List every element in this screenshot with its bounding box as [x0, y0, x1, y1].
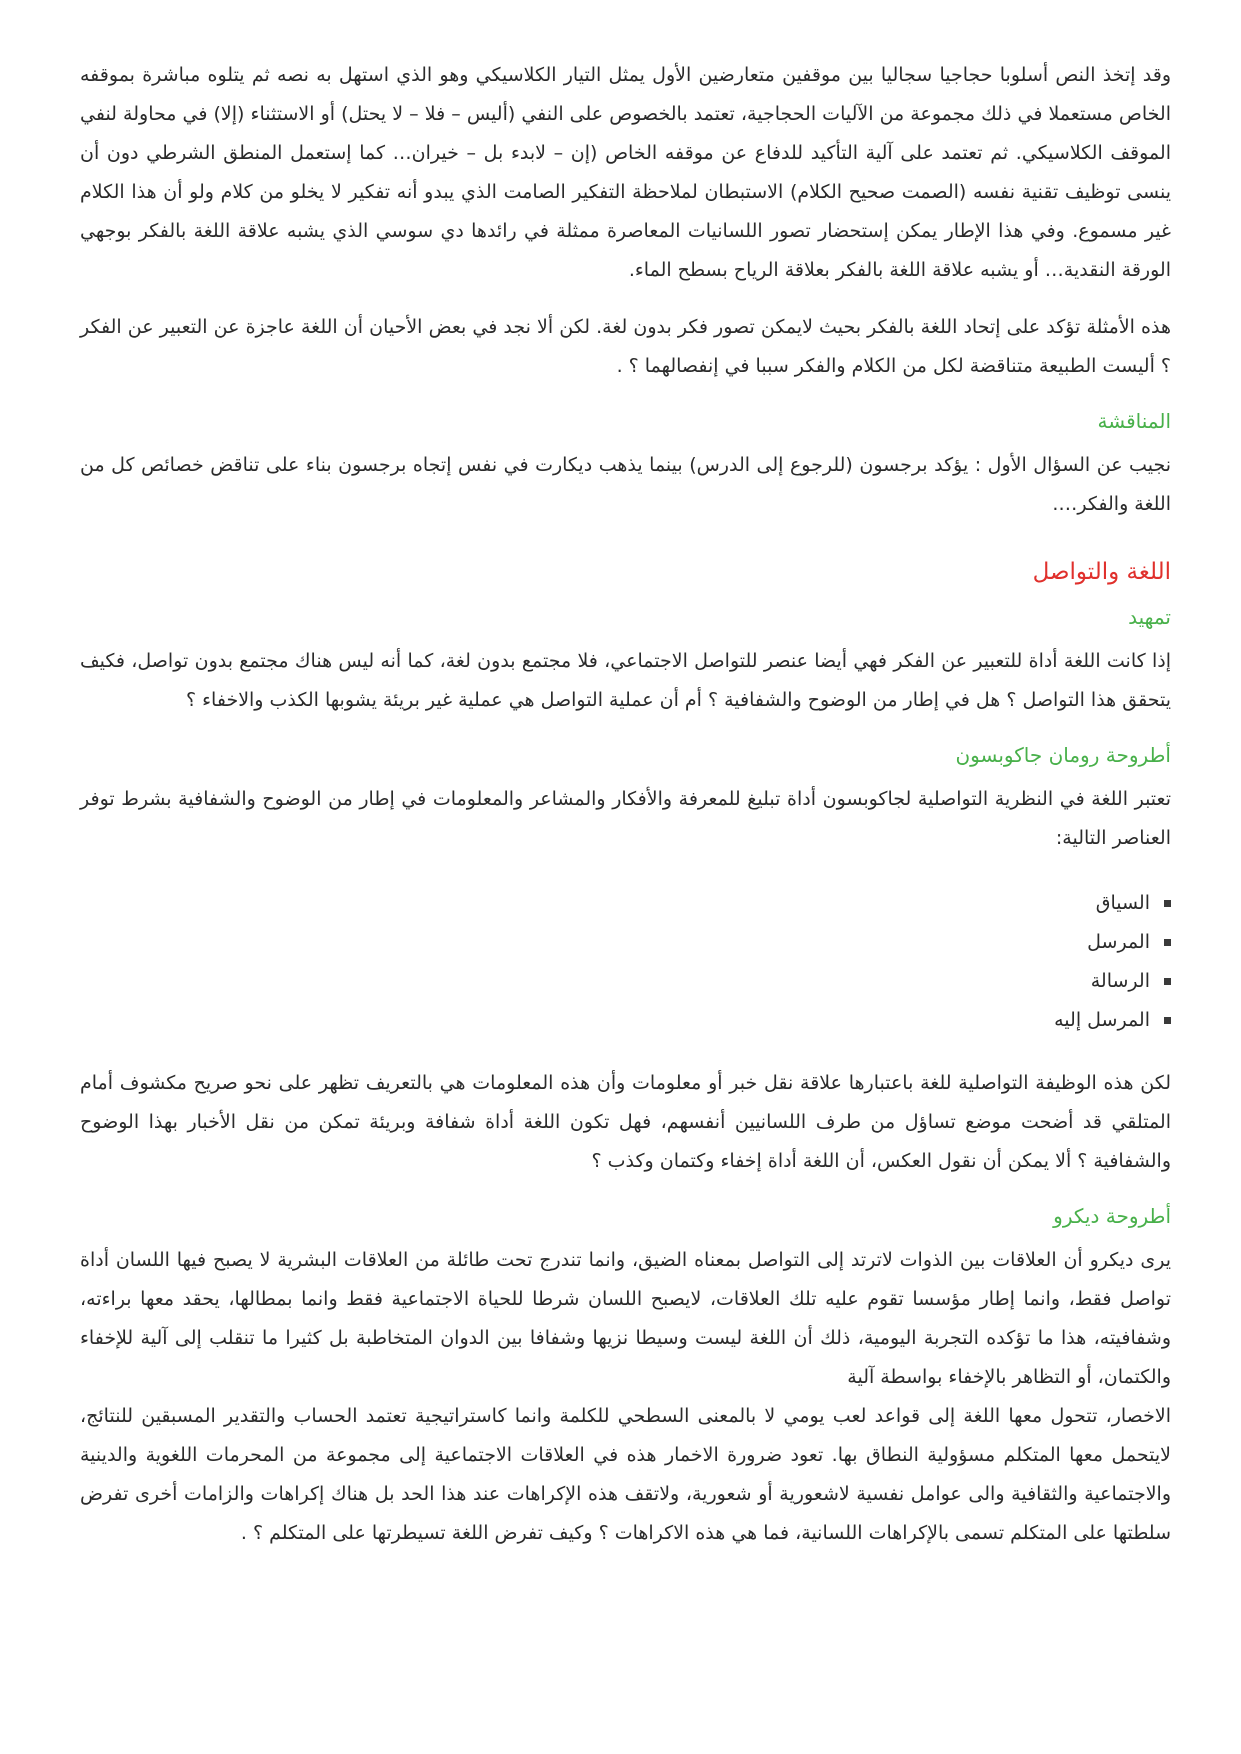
- list-item: الرسالة: [80, 962, 1171, 1001]
- ducrot-heading: أطروحة ديكرو: [1053, 1204, 1171, 1228]
- ducrot-paragraph-2: الاخصار، تتحول معها اللغة إلى قواعد لعب يومي لا بالمعنى السطحي للكلمة وانما كاستراتيجية تعتمد الحساب والتقدير المسبقين للنتائج، لايتحمل معها المتكلم مسؤولية النطاق بها. تعود ضرورة الاخمار هذه في العلاقات الاجتماعية إلى مجموعة من المحرمات اللغوية والدينية والاجتماعية والثقافية والى عوامل نفسية لاشعورية أو شعورية، ولاتقف هذه الإكراهات عند هذا الحد بل هناك إكراهات والزامات أخرى تفرض سلطتها على المتكلم تسمى بالإكراهات اللسانية، فما هي هذه الاكراهات ؟ وكيف تفرض اللغة تسيطرتها على المتكلم ؟ .: [80, 1405, 1171, 1544]
- intro-paragraph-1: وقد إتخذ النص أسلوبا حجاجيا سجاليا بين موقفين متعارضين الأول يمثل التيار الكلاسيكي وهو الذي استهل به نصه ثم يتلوه مباشرة بموقفه الخاص مستعملا في ذلك مجموعة من الآليات الحجاجية، تعتمد بالخصوص على النفي (أليس – فلا – لا يحتل) أو الاستثناء (إلا) في محاولة لنفي الموقف الكلاسيكي. ثم تعتمد على آلية التأكيد للدفاع عن موقفه الخاص (إن – لابدء بل – خيران… كما إستعمل المنطق الشرطي دون أن ينسى توظيف تقنية نفسه (الصمت صحيح الكلام) الاستبطان لملاحظة التفكير الصامت الذي يبدو أنه تفكير لا يخلو من كلام ولو أن هذا الكلام غير مسموع. وفي هذا الإطار يمكن إستحضار تصور اللسانيات المعاصرة ممثلة في رائدها دي سوسي الذي يشبه علاقة اللغة بالفكر بوجهي الورقة النقدية… أو يشبه علاقة اللغة بالفكر بعلاقة الرياح بسطح الماء.: [80, 64, 1171, 281]
- bullet-icon: [1164, 900, 1171, 907]
- bullet-icon: [1164, 1017, 1171, 1024]
- list-item: السياق: [80, 884, 1171, 923]
- communication-elements-list: [80, 884, 1171, 1040]
- list-item: المرسل إليه: [80, 1001, 1171, 1040]
- jakobson-paragraph: تعتبر اللغة في النظرية التواصلية لجاكوبسون أداة تبليغ للمعرفة والأفكار والمشاعر والمعلومات في إطار من الوضوح والشفافية بشرط توفر العناصر التالية:: [80, 788, 1171, 849]
- bullet-icon: [1164, 939, 1171, 946]
- bullet-icon: [1164, 978, 1171, 985]
- section-title: اللغة والتواصل: [1032, 559, 1171, 585]
- intro-section-paragraph: إذا كانت اللغة أداة للتعبير عن الفكر فهي أيضا عنصر للتواصل الاجتماعي، فلا مجتمع بدون لغة، كما أنه ليس هناك مجتمع بدون تواصل، فكيف يتحقق هذا التواصل ؟ هل في إطار من الوضوح والشفافية ؟ أم أن عملية التواصل هي عملية غير بريئة يشوبها الكذب والاخفاء ؟: [80, 650, 1171, 711]
- ducrot-paragraph-1: يرى ديكرو أن العلاقات بين الذوات لاترتد إلى التواصل بمعناه الضيق، وانما تندرج تحت طائلة من العلاقات البشرية لا يصبح فيها اللسان أداة تواصل فقط، وانما إطار مؤسسا تقوم عليه تلك العلاقات، لايصبح اللسان شرطا للحياة الاجتماعية فقط وانما بمطالها، يحقد معها براءته، وشفافيته، هذا ما تؤكده التجربة اليومية، ذلك أن اللغة ليست وسيطا نزيها وشفافا بين الدوان المتخاطبة بل كثيرا ما تنقلب إلى آلية للإخفاء والكتمان، أو التظاهر بالإخفاء بواسطة آلية: [80, 1249, 1171, 1388]
- list-item: المرسل: [80, 923, 1171, 962]
- intro-paragraph-2: هذه الأمثلة تؤكد على إتحاد اللغة بالفكر بحيث لايمكن تصور فكر بدون لغة. لكن ألا نجد في بعض الأحيان أن اللغة عاجزة عن التعبير عن الفكر ؟ أليست الطبيعة متناقضة لكل من الكلام والفكر سببا في إنفصالهما ؟ .: [80, 316, 1171, 377]
- jakobson-heading: أطروحة رومان جاكوبسون: [955, 743, 1171, 767]
- jakobson-critique-paragraph: لكن هذه الوظيفة التواصلية للغة باعتبارها علاقة نقل خبر أو معلومات وأن هذه المعلومات هي بالتعريف تظهر على نحو صريح مكشوف أمام المتلقي قد أضحت موضع تساؤل من طرف اللسانيين أنفسهم، فهل تكون اللغة أداة شفافة وبريئة تمكن من نقل الأخبار بهذا الوضوح والشفافية ؟ ألا يمكن أن نقول العكس، أن اللغة أداة إخفاء وكتمان وكذب ؟: [80, 1072, 1171, 1172]
- discussion-heading: المناقشة: [1097, 409, 1171, 433]
- discussion-paragraph: نجيب عن السؤال الأول : يؤكد برجسون (للرجوع إلى الدرس) بينما يذهب ديكارت في نفس إتجاه برجسون بناء على تناقض خصائص كل من اللغة والفكر….: [80, 454, 1171, 515]
- intro-heading: تمهيد: [1128, 605, 1171, 629]
